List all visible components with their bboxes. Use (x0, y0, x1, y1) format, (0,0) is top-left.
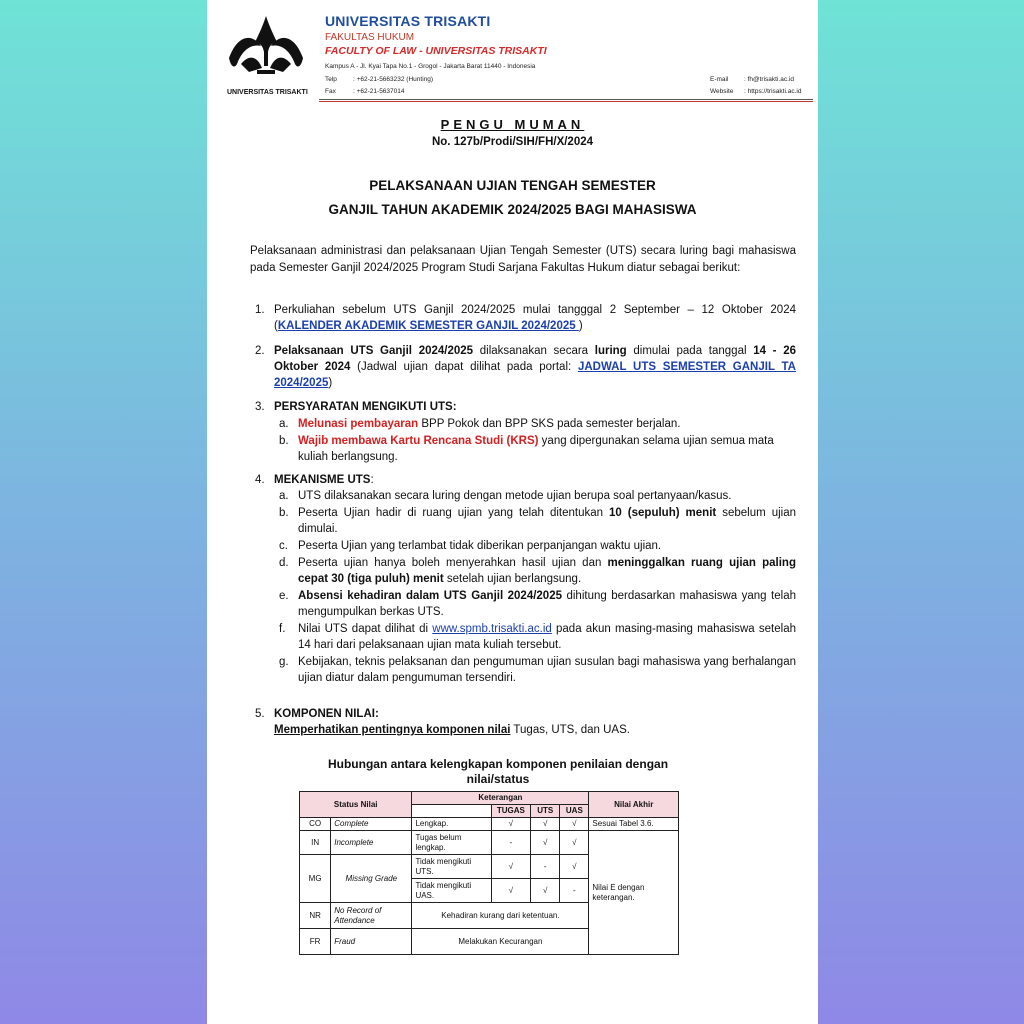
spmb-link[interactable]: www.spmb.trisakti.ac.id (432, 623, 552, 635)
item-text-end: ) (328, 377, 333, 389)
list-item-5 (255, 706, 796, 722)
list-item-4 (255, 472, 796, 488)
cell-name: No Record of Attendance (331, 903, 412, 929)
telp-label: Telp (325, 76, 337, 83)
cell-tugas: √ (491, 818, 531, 831)
subitem-bold: meninggalkan ruang ujian paling cepat 30 (tiga puluh) menit (298, 557, 796, 585)
heading-line-1: PELAKSANAAN UJIAN TENGAH SEMESTER (369, 178, 656, 193)
subitem-letter: d. (279, 557, 289, 569)
header-tugas: TUGAS (491, 805, 531, 818)
item-text: Tugas, UTS, dan UAS. (510, 724, 630, 736)
faculty-name-en: FACULTY OF LAW - UNIVERSITAS TRISAKTI (325, 45, 547, 57)
item-bold: luring (594, 345, 627, 357)
cell-code: CO (300, 818, 331, 831)
faculty-name: FAKULTAS HUKUM (325, 32, 415, 43)
subitem-letter: a. (279, 490, 289, 502)
item-text-end: ) (578, 320, 583, 332)
list-subitem-3b (279, 433, 796, 465)
header-divider (319, 99, 813, 100)
cell-desc: Tidak mengikuti UTS. (412, 855, 491, 879)
cell-desc: Melakukan Kecurangan (412, 929, 589, 955)
cell-uas: √ (560, 831, 589, 855)
cell-tugas: √ (491, 879, 531, 903)
header-uts: UTS (531, 805, 560, 818)
cell-code: FR (300, 929, 331, 955)
cell-code: MG (300, 855, 331, 903)
cell-uas: - (560, 879, 589, 903)
header-divider-red (319, 101, 813, 102)
cell-name: Missing Grade (331, 855, 412, 903)
item-text: dilaksanakan secara (473, 345, 595, 357)
subitem-bold: 10 (sepuluh) menit (609, 507, 717, 519)
telp-value: : +62-21-5663232 (Hunting) (353, 76, 434, 83)
cell-tugas: - (491, 831, 531, 855)
subitem-text: yang dipergunakan selama ujian semua mata kuliah berlangsung. (298, 435, 774, 463)
cell-akhir: Sesuai Tabel 3.6. (589, 818, 679, 831)
item-number: 1. (255, 304, 265, 316)
cell-akhir: Nilai E dengan keterangan. (589, 831, 679, 955)
header-status: Status Nilai (300, 792, 412, 818)
table-header-row (300, 792, 679, 805)
cell-tugas: √ (491, 855, 531, 879)
subitem-text: Peserta Ujian yang terlambat tidak diberikan perpanjangan waktu ujian. (298, 540, 662, 552)
list-subitem-4a (279, 488, 796, 504)
header-keterangan: Keterangan (412, 792, 589, 805)
header-nilai-akhir: Nilai Akhir (589, 792, 679, 818)
uts-schedule-link[interactable]: JADWAL UTS SEMESTER GANJIL TA 2024/2025 (274, 361, 796, 389)
item-bold: Pelaksanaan UTS Ganjil 2024/2025 (274, 345, 474, 357)
subitem-letter: f. (279, 623, 286, 635)
fax-value: : +62-21-5637014 (353, 88, 405, 95)
subitem-letter: b. (279, 435, 289, 447)
subitem-letter: e. (279, 590, 289, 602)
email-line (710, 76, 794, 83)
email-value[interactable]: : fh@trisakti.ac.id (744, 76, 794, 83)
cell-name: Complete (331, 818, 412, 831)
document-page (207, 0, 818, 1024)
list-item-3 (255, 399, 796, 415)
subitem-text: sebelum ujian dimulai. (298, 507, 796, 535)
subitem-letter: g. (279, 656, 289, 668)
cell-uas: √ (560, 855, 589, 879)
list-subitem-4d (279, 555, 796, 587)
item-text: dimulai pada tanggal (626, 345, 754, 357)
cell-desc: Tugas belum lengkap. (412, 831, 491, 855)
fax-label: Fax (325, 88, 336, 95)
academic-calendar-link[interactable]: KALENDER AKADEMIK SEMESTER GANJIL 2024/2025 (277, 320, 579, 332)
cell-code: IN (300, 831, 331, 855)
website-label: Website (710, 88, 734, 95)
cell-uts: - (531, 855, 560, 879)
list-item-1 (255, 302, 796, 334)
subitem-text: dihitung berdasarkan mahasiswa yang telah mengumpulkan berkas UTS. (298, 590, 796, 618)
table-title-line-2: nilai/status (466, 772, 530, 786)
item-title: PERSYARATAN MENGIKUTI UTS: (274, 401, 457, 413)
subitem-text: BPP Pokok dan BPP SKS pada semester berjalan. (418, 418, 681, 430)
logo-caption: UNIVERSITAS TRISAKTI (227, 89, 308, 96)
header-blank (412, 805, 491, 818)
subitem-bold: Absensi kehadiran dalam UTS Ganjil 2024/2025 (298, 590, 562, 602)
item-number: 4. (255, 474, 265, 486)
item-bold-date: 14 - 26 Oktober 2024 (274, 345, 796, 373)
list-item-2 (255, 343, 796, 391)
cell-code: NR (300, 903, 331, 929)
cell-desc: Lengkap. (412, 818, 491, 831)
cell-uts: √ (531, 831, 560, 855)
subitem-red: Wajib membawa Kartu Rencana Studi (KRS) (298, 435, 539, 447)
fax-line (325, 88, 405, 95)
subitem-red: Melunasi pembayaran (298, 418, 419, 430)
cell-uts: √ (531, 818, 560, 831)
item-text: Perkuliahan sebelum UTS Ganjil 2024/2025 mulai tangggal 2 September – 12 Oktober 2024 ( (274, 304, 796, 332)
item-number: 2. (255, 345, 265, 357)
subitem-letter: c. (279, 540, 288, 552)
announcement-number: No. 127b/Prodi/SIH/FH/X/2024 (431, 136, 594, 148)
cell-uas: √ (560, 818, 589, 831)
email-label: E-mail (710, 76, 729, 83)
intro-paragraph: Pelaksanaan administrasi dan pelaksanaan Ujian Tengah Semester (UTS) secara luring bagi mahasiswa pada Semester Ganjil 2024/2025 Program Studi Sarjana Fakultas Hukum diatur sebagai berikut: (250, 245, 796, 274)
university-name: UNIVERSITAS TRISAKTI (325, 13, 491, 29)
subitem-text: pada akun masing-masing mahasiswa setelah 14 hari dari pelaksanaan ujian mata kuliah tersebut. (298, 623, 796, 651)
address: Kampus A - Jl. Kyai Tapa No.1 - Grogol - Jakarta Barat 11440 - Indonesia (325, 63, 536, 70)
list-subitem-4c (279, 538, 796, 554)
item-underlined: Memperhatikan pentingnya komponen nilai (274, 724, 511, 736)
subitem-text: setelah ujian berlangsung. (443, 573, 582, 585)
subitem-letter: a. (279, 418, 289, 430)
website-value[interactable]: : https://trisakti.ac.id (744, 88, 802, 95)
table-title-line-1: Hubungan antara kelengkapan komponen penilaian dengan (327, 757, 669, 771)
table-row (300, 831, 679, 855)
subitem-letter: b. (279, 507, 289, 519)
announcement-title: PENGU MUMAN (440, 117, 585, 132)
item-title-end: : (370, 474, 374, 486)
trisakti-logo-icon (227, 14, 305, 80)
table-row (300, 818, 679, 831)
item-number: 5. (255, 708, 265, 720)
list-subitem-4f (279, 621, 796, 653)
item-number: 3. (255, 401, 265, 413)
grade-status-table (299, 791, 679, 955)
heading-line-2: GANJIL TAHUN AKADEMIK 2024/2025 BAGI MAHASISWA (328, 202, 697, 217)
subitem-text: UTS dilaksanakan secara luring dengan metode ujian berupa soal pertanyaan/kasus. (298, 490, 732, 502)
cell-name: Incomplete (331, 831, 412, 855)
subitem-text: Peserta ujian hanya boleh menyerahkan hasil ujian dan (298, 557, 608, 569)
list-item-5-detail (255, 722, 796, 738)
subitem-text: Peserta Ujian hadir di ruang ujian yang telah ditentukan (298, 507, 610, 519)
item-title: KOMPONEN NILAI: (274, 708, 379, 720)
header-uas: UAS (560, 805, 589, 818)
list-subitem-3a (279, 416, 796, 432)
list-subitem-4b (279, 505, 796, 537)
telp-line (325, 76, 433, 83)
list-subitem-4e (279, 588, 796, 620)
subitem-text: Nilai UTS dapat dilihat di (298, 623, 433, 635)
cell-name: Fraud (331, 929, 412, 955)
subitem-text: Kebijakan, teknis pelaksanan dan pengumuman ujian susulan bagi mahasiswa yang berhalangan ujian diatur dalam pengumuman tersendiri. (298, 656, 796, 684)
cell-desc: Kehadiran kurang dari ketentuan. (412, 903, 589, 929)
cell-uts: √ (531, 879, 560, 903)
table-title (298, 757, 698, 787)
website-line (710, 88, 801, 95)
item-title: MEKANISME UTS (274, 474, 371, 486)
item-text: (Jadwal ujian dapat dilihat pada portal: (350, 361, 578, 373)
list-subitem-4g (279, 654, 796, 686)
cell-desc: Tidak mengikuti UAS. (412, 879, 491, 903)
